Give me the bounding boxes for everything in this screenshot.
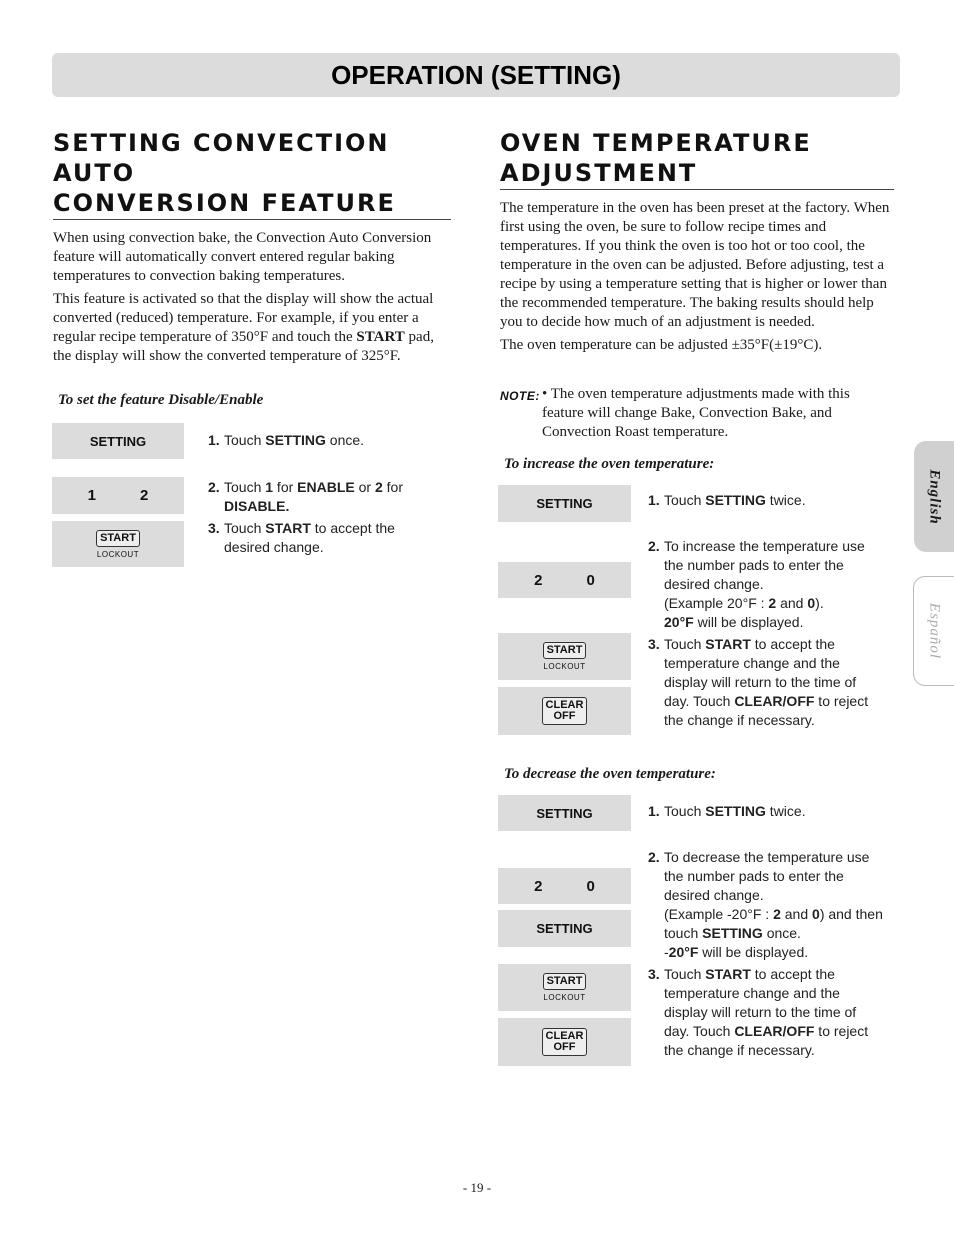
key-ref: SETTING bbox=[705, 803, 766, 819]
subheading-disable-enable: To set the feature Disable/Enable bbox=[58, 392, 264, 408]
clear-off-key-face bbox=[542, 1028, 588, 1056]
key-ref: CLEAR/OFF bbox=[734, 693, 815, 709]
step-number: 1. bbox=[648, 803, 660, 819]
step-number: 1. bbox=[208, 432, 220, 448]
text: for bbox=[273, 479, 298, 495]
text: ). bbox=[815, 595, 824, 611]
text: touch bbox=[664, 925, 703, 941]
tab-english[interactable] bbox=[914, 441, 954, 552]
clear-off-pad[interactable] bbox=[498, 1018, 631, 1066]
note bbox=[500, 385, 894, 442]
page-number: - 19 - bbox=[462, 1180, 492, 1195]
text: ) and then bbox=[819, 906, 883, 922]
page-banner bbox=[52, 53, 900, 97]
text: the change if necessary. bbox=[664, 712, 815, 728]
key-ref: 0 bbox=[812, 906, 820, 922]
setting-pad-label: SETTING bbox=[89, 433, 147, 449]
section-title bbox=[53, 128, 451, 220]
step-number: 2. bbox=[648, 849, 660, 865]
text: This feature is activated so that the display will show the actual converted (reduced) temperature. For example, if you enter a regular recipe temperature of 350°F and touch the bbox=[53, 291, 434, 345]
text: desired change. bbox=[664, 887, 764, 903]
start-key-face: START bbox=[543, 973, 587, 990]
text: and bbox=[780, 906, 813, 922]
text: the number pads to enter the bbox=[664, 557, 844, 573]
tab-espanol-label: Español bbox=[926, 602, 943, 660]
dec-step-3 bbox=[648, 965, 868, 1060]
key-ref: START bbox=[705, 966, 751, 982]
key-ref: DISABLE. bbox=[224, 498, 290, 514]
text: (Example 20°F : bbox=[664, 595, 769, 611]
text: twice. bbox=[765, 492, 806, 508]
text: twice. bbox=[765, 803, 806, 819]
subheading-increase: To increase the oven temperature: bbox=[504, 456, 715, 472]
step-1 bbox=[208, 431, 364, 450]
text: To decrease the temperature use bbox=[664, 849, 870, 865]
section-oven-temperature-adjustment bbox=[500, 128, 894, 359]
text: and bbox=[776, 595, 808, 611]
step-2 bbox=[208, 478, 403, 516]
number-pad-2[interactable]: 2 bbox=[140, 487, 149, 504]
setting-pad-label: SETTING bbox=[536, 496, 593, 511]
lockout-label: LOCKOUT bbox=[96, 549, 140, 559]
text: Touch bbox=[664, 492, 706, 508]
text: the change if necessary. bbox=[664, 1042, 815, 1058]
text: to reject bbox=[814, 693, 869, 709]
text: to reject bbox=[814, 1023, 869, 1039]
key-ref: START bbox=[705, 636, 751, 652]
text: will be displayed. bbox=[698, 944, 809, 960]
number-pads[interactable] bbox=[498, 868, 631, 904]
text: Touch bbox=[224, 479, 266, 495]
text: for bbox=[382, 479, 403, 495]
step-number: 3. bbox=[208, 520, 220, 536]
key-ref: CLEAR/OFF bbox=[734, 1023, 815, 1039]
text: To increase the temperature use bbox=[664, 538, 865, 554]
dec-step-2 bbox=[648, 848, 883, 962]
setting-pad[interactable] bbox=[498, 795, 631, 831]
step-number: 2. bbox=[208, 479, 220, 495]
text: Touch bbox=[664, 966, 706, 982]
text: Touch bbox=[664, 636, 706, 652]
lockout-label: LOCKOUT bbox=[543, 993, 586, 1002]
section-convection-auto-conversion bbox=[53, 128, 451, 370]
key-ref: SETTING bbox=[702, 925, 763, 941]
inc-step-2 bbox=[648, 537, 865, 632]
start-pad[interactable] bbox=[498, 964, 631, 1011]
text: - bbox=[664, 944, 669, 960]
text: pad, the display will show the converted temperature of 325°F. bbox=[53, 329, 434, 364]
start-pad[interactable] bbox=[498, 633, 631, 680]
text: Touch bbox=[224, 432, 266, 448]
number-pad-1[interactable]: 1 bbox=[87, 487, 96, 504]
key-ref: START bbox=[265, 520, 311, 536]
dec-step-1 bbox=[648, 802, 806, 821]
clear-label: CLEAR bbox=[545, 699, 584, 711]
lockout-label: LOCKOUT bbox=[543, 662, 586, 671]
section-title-line2: ADJUSTMENT bbox=[500, 159, 698, 187]
key-ref: 2 bbox=[773, 906, 781, 922]
text: to accept the bbox=[750, 636, 835, 652]
paragraph-example bbox=[53, 290, 451, 366]
paragraph-range: The oven temperature can be adjusted ±35°F(±19°C). bbox=[500, 337, 823, 353]
clear-off-key-face bbox=[542, 697, 588, 725]
setting-pad-label: SETTING bbox=[536, 805, 593, 821]
paragraph-intro: When using convection bake, the Convection Auto Conversion feature will automatically convert entered regular baking temperatures to convection baking temperatures. bbox=[53, 230, 432, 284]
step-number: 3. bbox=[648, 636, 660, 652]
setting-pad[interactable] bbox=[498, 485, 631, 522]
paragraph-intro: The temperature in the oven has been preset at the factory. When first using the oven, be sure to follow recipe times and temperatures. If you think the oven is too hot or too cool, the temperature in the oven can be adjusted. Before adjusting, test a recipe by using a temperature setting that is higher or lower than the recommended temperature. The baking results should help you to decide how much of an adjustment is needed. bbox=[500, 200, 890, 330]
section-title-line1: OVEN TEMPERATURE bbox=[500, 129, 812, 157]
clear-label: CLEAR bbox=[545, 1030, 584, 1042]
off-label: OFF bbox=[553, 710, 576, 722]
key-ref: SETTING bbox=[705, 492, 766, 508]
step-number: 1. bbox=[648, 492, 660, 508]
start-key-face: START bbox=[543, 642, 587, 659]
text: to accept the bbox=[310, 520, 395, 536]
text: display will return to the time of bbox=[664, 674, 857, 690]
key-ref: 0 bbox=[807, 595, 816, 611]
tab-english-label: English bbox=[926, 468, 943, 525]
text: desired change. bbox=[224, 539, 324, 555]
setting-pad[interactable] bbox=[52, 423, 184, 459]
start-pad[interactable] bbox=[52, 521, 184, 567]
text: to accept the bbox=[750, 966, 835, 982]
key-ref: SETTING bbox=[265, 432, 326, 448]
number-pad-2[interactable]: 2 bbox=[534, 877, 543, 895]
number-pads[interactable] bbox=[498, 562, 631, 598]
key-ref: 2 bbox=[374, 479, 383, 495]
section-title-line2: CONVERSION FEATURE bbox=[53, 189, 396, 217]
key-ref: 1 bbox=[265, 479, 274, 495]
clear-off-pad[interactable] bbox=[498, 687, 631, 735]
display-value: 20°F bbox=[668, 944, 699, 960]
tab-espanol[interactable] bbox=[913, 576, 954, 686]
key-ref: 2 bbox=[768, 595, 777, 611]
setting-pad-label: SETTING bbox=[536, 921, 593, 936]
text: the number pads to enter the bbox=[664, 868, 844, 884]
start-key-face: START bbox=[96, 530, 140, 547]
note-label: NOTE: bbox=[500, 389, 540, 403]
text: day. Touch bbox=[664, 1023, 735, 1039]
text: (Example -20°F : bbox=[664, 906, 774, 922]
number-pad-0[interactable]: 0 bbox=[586, 877, 595, 895]
step-number: 3. bbox=[648, 966, 660, 982]
text: Touch bbox=[664, 803, 706, 819]
text: once. bbox=[325, 432, 365, 448]
step-number: 2. bbox=[648, 538, 660, 554]
text: temperature change and the bbox=[664, 655, 840, 671]
inc-step-3 bbox=[648, 635, 868, 730]
inc-step-1 bbox=[648, 491, 806, 510]
key-ref: ENABLE bbox=[297, 479, 355, 495]
start-key-ref: START bbox=[356, 329, 405, 345]
section-title-line1: SETTING CONVECTION AUTO bbox=[53, 129, 390, 187]
text: once. bbox=[762, 925, 801, 941]
step-3 bbox=[208, 519, 395, 557]
text: temperature change and the bbox=[664, 985, 840, 1001]
text: will be displayed. bbox=[693, 614, 804, 630]
text: or bbox=[354, 479, 375, 495]
subheading-decrease: To decrease the oven temperature: bbox=[504, 766, 716, 782]
number-pad-2[interactable]: 2 bbox=[534, 571, 543, 589]
setting-pad-2[interactable] bbox=[498, 910, 631, 947]
number-pad-0[interactable]: 0 bbox=[586, 571, 595, 589]
off-label: OFF bbox=[553, 1041, 576, 1053]
section-title bbox=[500, 128, 894, 190]
display-value: 20°F bbox=[664, 614, 694, 630]
text: day. Touch bbox=[664, 693, 735, 709]
text: desired change. bbox=[664, 576, 764, 592]
page-title: OPERATION (SETTING) bbox=[331, 60, 621, 90]
text: display will return to the time of bbox=[664, 1004, 857, 1020]
text: Touch bbox=[224, 520, 266, 536]
number-pads[interactable] bbox=[52, 477, 184, 514]
note-text: • The oven temperature adjustments made with this feature will change Bake, Convection Bake, and Convection Roast temperature. bbox=[542, 386, 850, 440]
